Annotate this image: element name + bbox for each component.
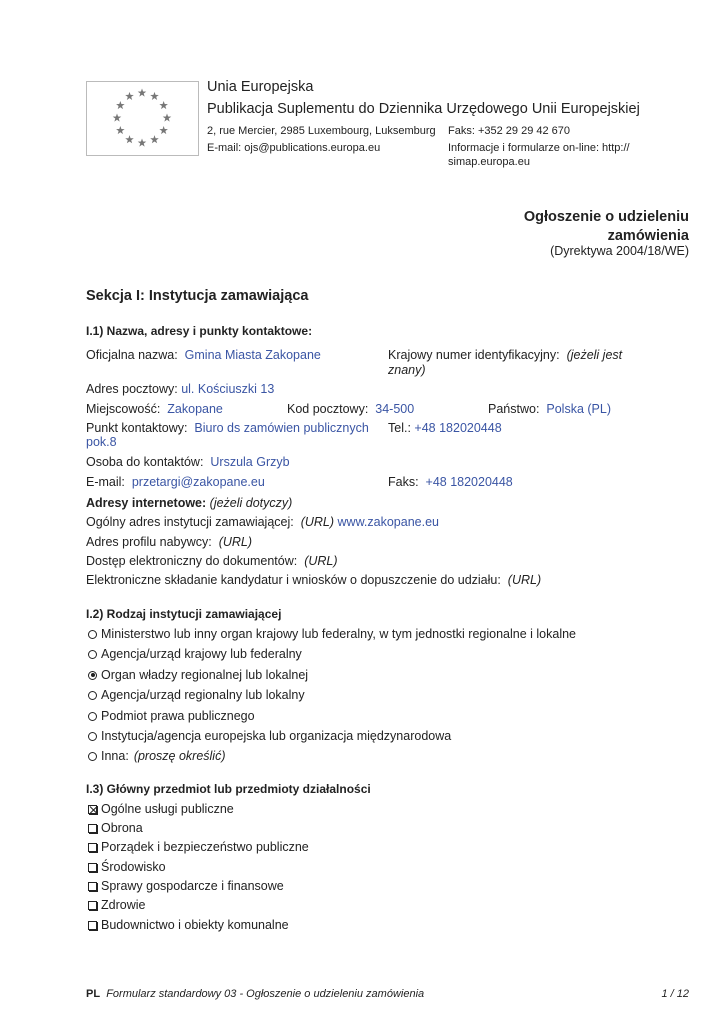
- option-label: Porządek i bezpieczeństwo publiczne: [101, 840, 309, 854]
- checkbox-empty-icon[interactable]: [88, 921, 97, 930]
- tel-value: +48 182020448: [414, 421, 502, 435]
- national-id-label: Krajowy numer identyfikacyjny:: [388, 348, 560, 362]
- notice-title-line2: zamówienia: [607, 228, 689, 244]
- eu-star: [150, 135, 159, 143]
- activity-option[interactable]: [88, 898, 145, 912]
- notice-title: [469, 208, 689, 246]
- eu-star: [125, 135, 134, 143]
- header-info-line2: simap.europa.eu: [448, 156, 530, 168]
- general-address-row: [86, 515, 439, 530]
- checkbox-checked-icon[interactable]: [88, 805, 97, 814]
- fax-row: [388, 475, 513, 490]
- option-label: Podmiot prawa publicznego: [101, 709, 255, 723]
- option-label: Ogólne usługi publiczne: [101, 802, 234, 816]
- checkbox-empty-icon[interactable]: [88, 901, 97, 910]
- contact-person-label: Osoba do kontaktów:: [86, 455, 204, 469]
- i2-heading: I.2) Rodzaj instytucji zamawiającej: [86, 607, 282, 621]
- institution-type-option[interactable]: [88, 709, 255, 723]
- eu-star: [163, 114, 172, 122]
- header-info-line1: Informacje i formularze on-line: http://: [448, 142, 630, 154]
- option-label: Sprawy gospodarcze i finansowe: [101, 879, 284, 893]
- radio-empty-icon[interactable]: [88, 732, 97, 741]
- city-label: Miejscowość:: [86, 402, 161, 416]
- eu-star: [150, 92, 159, 100]
- tel-label: Tel.:: [388, 421, 411, 435]
- option-note: (proszę określić): [133, 749, 226, 763]
- institution-type-option[interactable]: [88, 749, 226, 763]
- general-address-label: Ogólny adres instytucji zamawiającej:: [86, 515, 294, 529]
- option-label: Ministerstwo lub inny organ krajowy lub federalny, w tym jednostki regionalne i lokalne: [101, 627, 576, 641]
- footer-page-number: 1 / 12: [661, 988, 689, 1000]
- contact-point-row: [86, 421, 369, 436]
- option-label: Zdrowie: [101, 898, 146, 912]
- footer-form: [86, 988, 424, 1000]
- option-label: Obrona: [101, 821, 143, 835]
- checkbox-empty-icon[interactable]: [88, 882, 97, 891]
- email-row: [86, 475, 265, 490]
- radio-empty-icon[interactable]: [88, 691, 97, 700]
- eu-star: [116, 101, 125, 109]
- city-value: Zakopane: [167, 402, 223, 416]
- radio-empty-icon[interactable]: [88, 630, 97, 639]
- option-label: Budownictwo i obiekty komunalne: [101, 918, 289, 932]
- buyer-profile-url-label: (URL): [218, 535, 253, 549]
- national-id-row: [388, 348, 622, 363]
- radio-empty-icon[interactable]: [88, 712, 97, 721]
- contact-point-label: Punkt kontaktowy:: [86, 421, 188, 435]
- institution-type-option[interactable]: [88, 729, 451, 743]
- checkbox-empty-icon[interactable]: [88, 824, 97, 833]
- header-publication: Publikacja Suplementu do Dziennika Urzędowego Unii Europejskiej: [207, 101, 640, 117]
- official-name-value: Gmina Miasta Zakopane: [184, 348, 321, 362]
- contact-point-value: Biuro ds zamówien publicznych: [194, 421, 369, 435]
- postcode-row: [287, 402, 414, 417]
- city-row: [86, 402, 223, 417]
- postcode-label: Kod pocztowy:: [287, 402, 369, 416]
- national-id-note-2: znany): [388, 363, 426, 377]
- section-title: Sekcja I: Instytucja zamawiająca: [86, 288, 309, 304]
- electronic-access-row: [86, 554, 338, 569]
- country-row: [488, 402, 611, 417]
- activity-option[interactable]: [88, 860, 166, 874]
- contact-person-value: Urszula Grzyb: [210, 455, 290, 469]
- option-label: Środowisko: [101, 860, 166, 874]
- radio-empty-icon[interactable]: [88, 752, 97, 761]
- electronic-submission-label: Elektroniczne składanie kandydatur i wniosków o dopuszczenie do udziału:: [86, 573, 501, 587]
- institution-type-option[interactable]: [88, 688, 305, 702]
- official-name-label: Oficjalna nazwa:: [86, 348, 178, 362]
- eu-star: [138, 139, 147, 147]
- checkbox-empty-icon[interactable]: [88, 863, 97, 872]
- institution-type-option[interactable]: [88, 668, 308, 682]
- contact-point-value-2: pok.8: [86, 435, 117, 449]
- option-label: Organ władzy regionalnej lub lokalnej: [101, 668, 309, 682]
- header-org: Unia Europejska: [207, 79, 314, 95]
- country-value: Polska (PL): [546, 402, 611, 416]
- official-name-row: [86, 348, 321, 363]
- footer-lang: PL: [86, 988, 101, 1000]
- eu-star: [159, 101, 168, 109]
- header-email: E-mail: ojs@publications.europa.eu: [207, 142, 381, 154]
- activity-option[interactable]: [88, 840, 309, 854]
- general-address-link[interactable]: www.zakopane.eu: [337, 515, 439, 529]
- electronic-access-url-label: (URL): [304, 554, 338, 568]
- electronic-submission-row: [86, 573, 541, 588]
- internet-row: [86, 496, 292, 511]
- eu-flag-logo: [86, 81, 199, 156]
- checkbox-empty-icon[interactable]: [88, 843, 97, 852]
- activity-option[interactable]: [88, 918, 289, 932]
- institution-type-option[interactable]: [88, 627, 576, 641]
- option-label: Agencja/urząd krajowy lub federalny: [101, 647, 302, 661]
- electronic-access-label: Dostęp elektroniczny do dokumentów:: [86, 554, 298, 568]
- contact-person-row: [86, 455, 290, 470]
- country-label: Państwo:: [488, 402, 540, 416]
- buyer-profile-label: Adres profilu nabywcy:: [86, 535, 212, 549]
- institution-type-option[interactable]: [88, 647, 302, 661]
- activity-option[interactable]: [88, 802, 234, 816]
- eu-star: [116, 126, 125, 134]
- internet-label: Adresy internetowe:: [86, 496, 207, 510]
- general-address-url-label: (URL): [300, 515, 335, 529]
- postal-address-row: [86, 382, 274, 397]
- email-label: E-mail:: [86, 475, 125, 489]
- tel-row: [388, 421, 502, 436]
- option-label: Instytucja/agencja europejska lub organizacja międzynarodowa: [101, 729, 452, 743]
- i3-heading: I.3) Główny przedmiot lub przedmioty działalności: [86, 782, 371, 796]
- i1-heading: I.1) Nazwa, adresy i punkty kontaktowe:: [86, 324, 313, 338]
- eu-star: [113, 114, 122, 122]
- fax-value: +48 182020448: [425, 475, 513, 489]
- footer-form-title: Formularz standardowy 03 - Ogłoszenie o udzieleniu zamówienia: [106, 988, 425, 1000]
- email-value[interactable]: przetargi@zakopane.eu: [131, 475, 265, 489]
- eu-star: [125, 92, 134, 100]
- option-label: Inna:: [101, 749, 129, 763]
- electronic-submission-url-label: (URL): [507, 573, 542, 587]
- radio-empty-icon[interactable]: [88, 650, 97, 659]
- fax-label: Faks:: [388, 475, 419, 489]
- header-fax: Faks: +352 29 29 42 670: [448, 125, 571, 137]
- activity-option[interactable]: [88, 821, 143, 835]
- buyer-profile-row: [86, 535, 252, 550]
- postal-address-value: ul. Kościuszki 13: [181, 382, 275, 396]
- radio-selected-icon[interactable]: [88, 671, 97, 680]
- eu-stars-icon: [87, 82, 198, 155]
- header-address: 2, rue Mercier, 2985 Luxembourg, Luksemburg: [207, 125, 436, 137]
- eu-star: [159, 126, 168, 134]
- eu-star: [138, 89, 147, 97]
- postal-address-label: Adres pocztowy:: [86, 382, 178, 396]
- notice-directive: (Dyrektywa 2004/18/WE): [550, 244, 689, 258]
- notice-title-line1: Ogłoszenie o udzieleniu: [523, 209, 689, 225]
- option-label: Agencja/urząd regionalny lub lokalny: [101, 688, 305, 702]
- internet-note: (jeżeli dotyczy): [209, 496, 293, 510]
- activity-option[interactable]: [88, 879, 284, 893]
- national-id-note-1: (jeżeli jest: [566, 348, 623, 362]
- postcode-value: 34-500: [375, 402, 415, 416]
